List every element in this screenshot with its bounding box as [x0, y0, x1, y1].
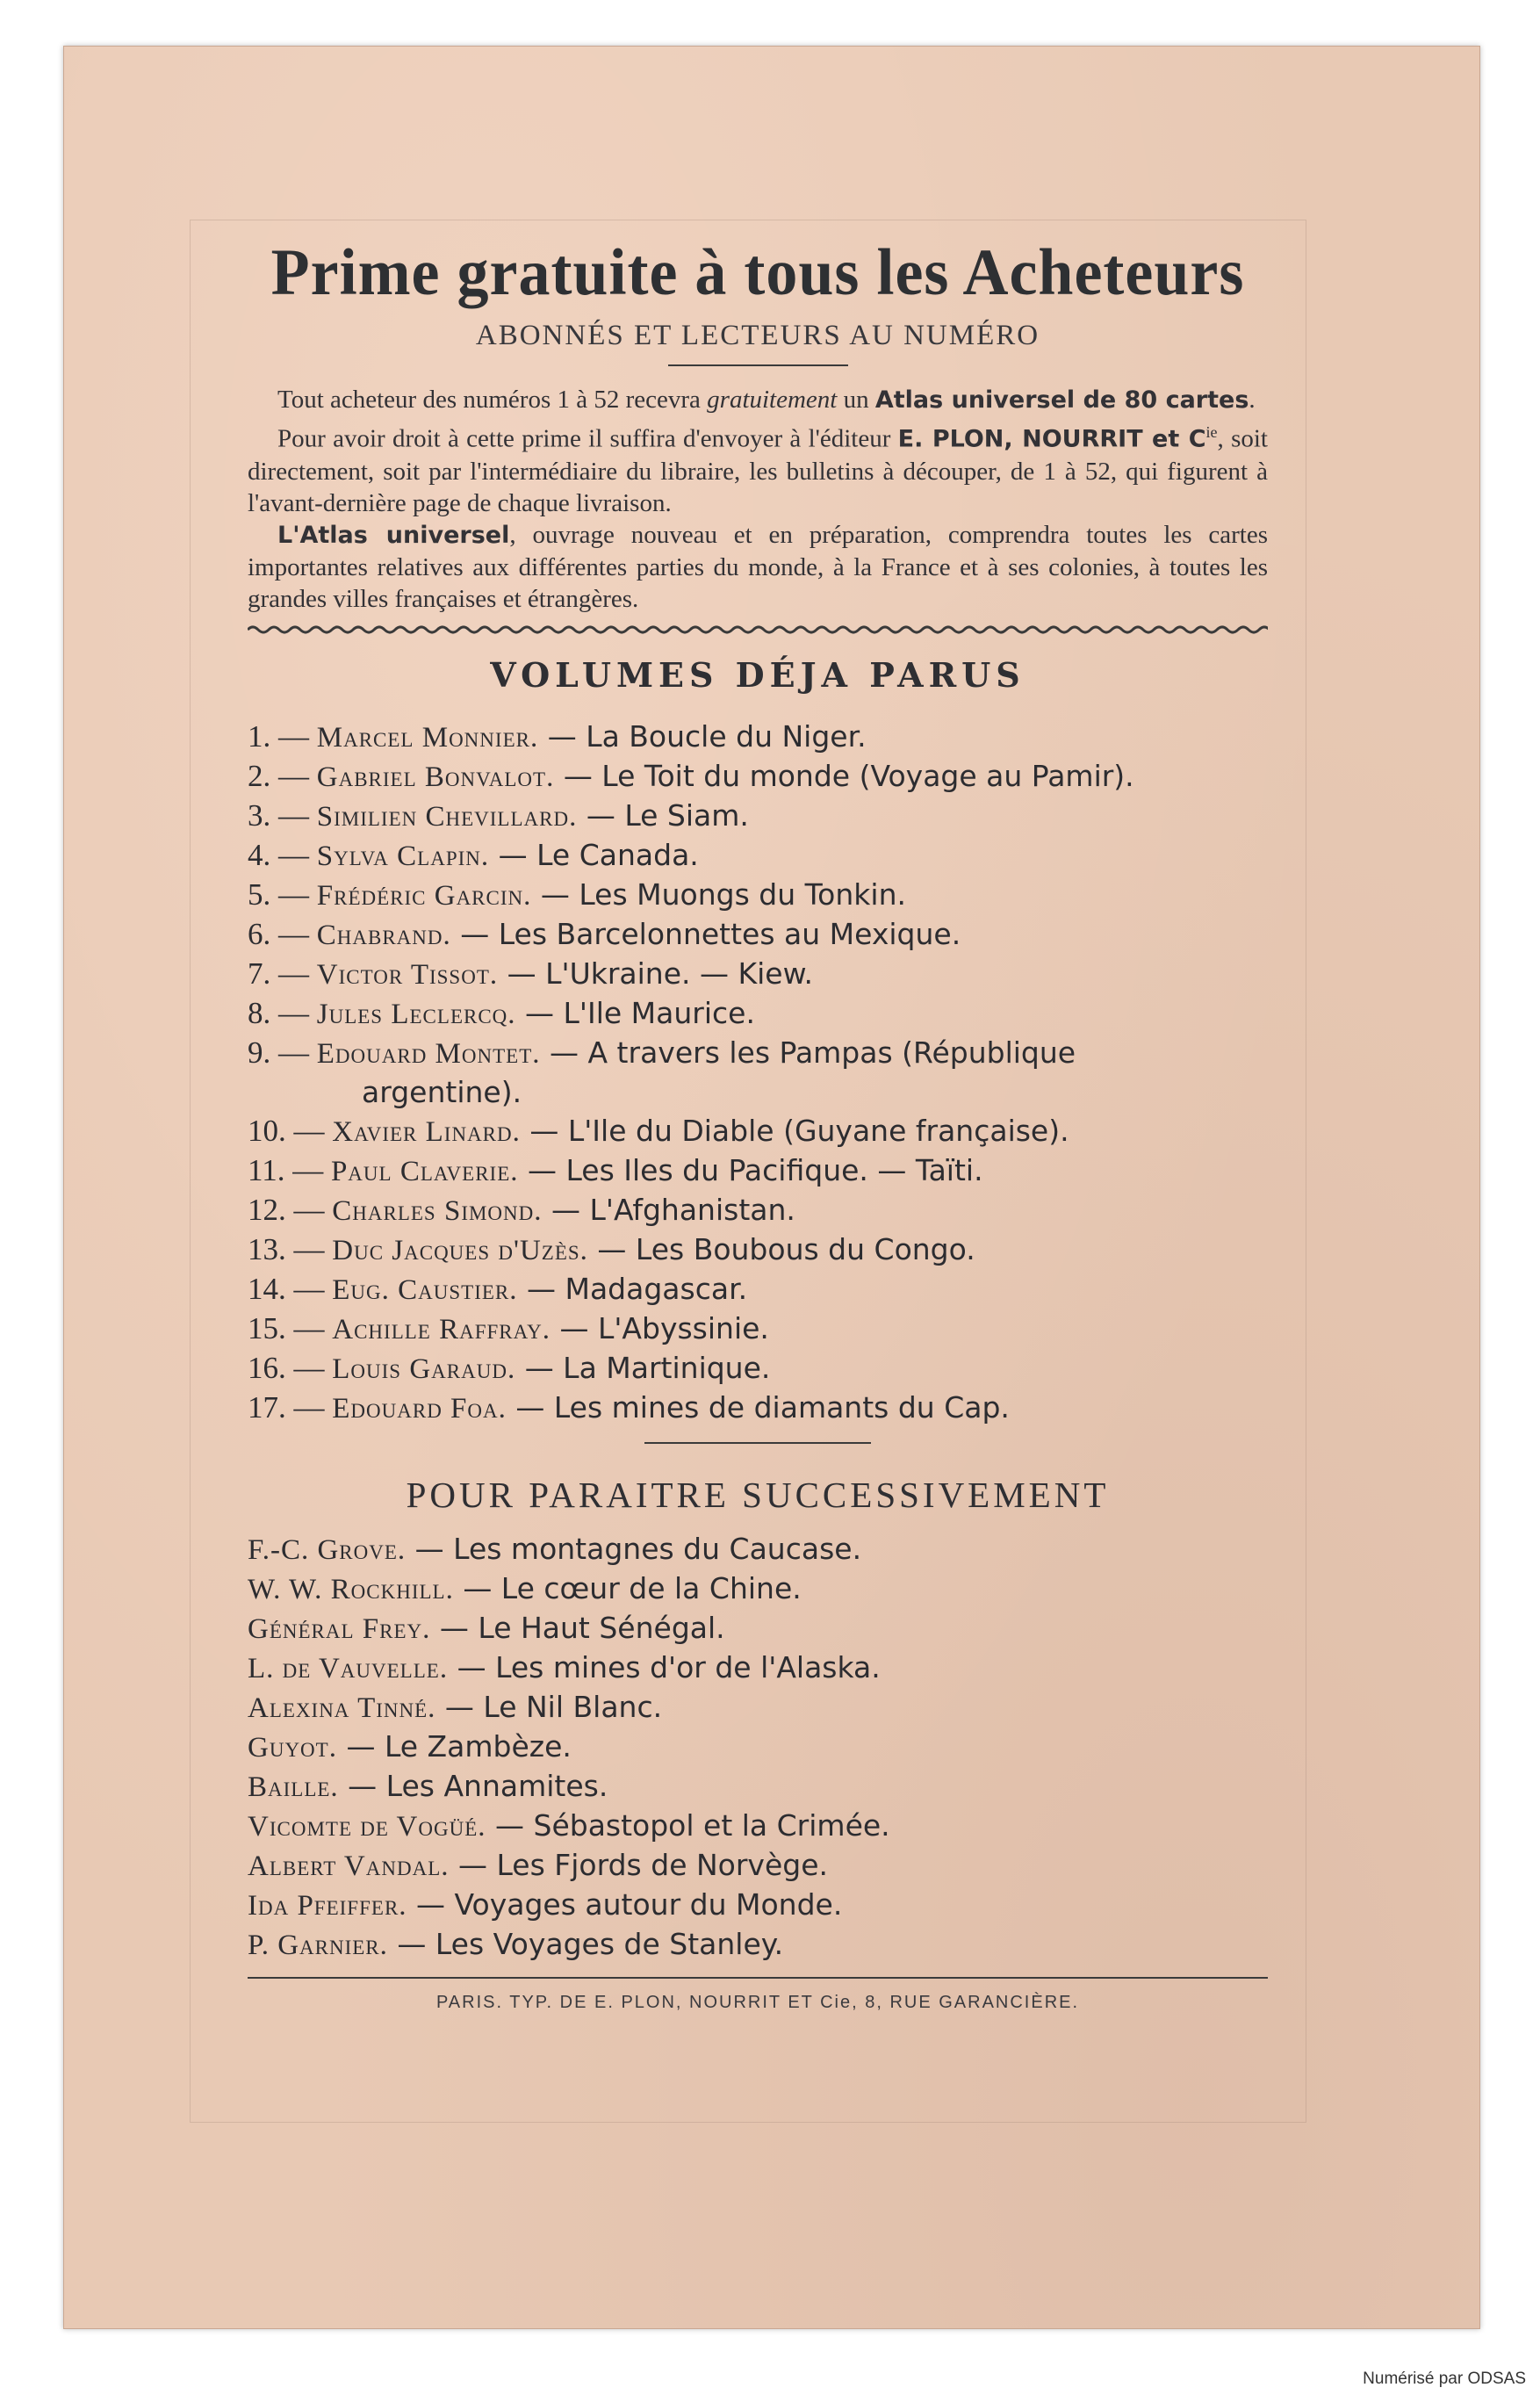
- item-author: Alexina Tinné.: [248, 1691, 436, 1724]
- upcoming-list-item: [248, 1609, 1268, 1648]
- published-list-item: [248, 1034, 1268, 1073]
- item-work: — Les mines d'or de l'Alaska.: [448, 1649, 881, 1684]
- page-title: Prime gratuite à tous les Acheteurs: [270, 235, 1245, 309]
- item-work: — L'Ile Maurice.: [515, 995, 755, 1030]
- item-author: Guyot.: [248, 1731, 337, 1764]
- title-divider: [668, 364, 848, 366]
- upcoming-list-item: [248, 1728, 1268, 1767]
- published-list-item: [248, 1191, 1268, 1230]
- item-work: — L'Ukraine. — Kiew.: [498, 956, 814, 991]
- item-work: — Les Muongs du Tonkin.: [531, 876, 906, 912]
- item-work: — Sébastopol et la Crimée.: [486, 1807, 890, 1843]
- item-number: 5. —: [248, 876, 317, 912]
- item-work: — Les Boubous du Congo.: [587, 1231, 975, 1266]
- published-list-item: [248, 1151, 1268, 1191]
- item-author: Charles Simond.: [332, 1194, 543, 1227]
- item-work: argentine).: [362, 1074, 522, 1109]
- published-list-item: [248, 994, 1268, 1034]
- item-number: 9. —: [248, 1035, 317, 1070]
- item-author: Gabriel Bonvalot.: [316, 761, 555, 793]
- footer-divider: [248, 1977, 1268, 1979]
- published-list-item-continuation: [248, 1073, 1268, 1112]
- item-author: Victor Tissot.: [316, 958, 499, 991]
- item-number: 12. —: [248, 1192, 333, 1227]
- intro-paragraph-2: Pour avoir droit à cette prime il suffira d'envoyer à l'éditeur E. PLON, NOURRIT et $C^{ie}$, soit directement, soit par l'intermédiaire du libraire, les bulletins à découper, de 1 à 52, qui figurent à l'avant-dernière page de chaque livraison.: [248, 423, 1268, 517]
- page-subtitle: ABONNÉS ET LECTEURS AU NUMÉRO: [475, 320, 1040, 351]
- upcoming-list: [248, 1530, 1268, 1965]
- item-work: — Les Voyages de Stanley.: [387, 1926, 784, 1961]
- item-author: Jules Leclercq.: [316, 998, 516, 1030]
- published-list-item: [248, 757, 1268, 797]
- item-author: Marcel Monnier.: [316, 721, 539, 754]
- item-work: — La Boucle du Niger.: [538, 718, 867, 754]
- item-number: 15. —: [248, 1310, 333, 1345]
- upcoming-list-item: [248, 1807, 1268, 1846]
- upcoming-list-item: [248, 1886, 1268, 1925]
- item-work: — La Martinique.: [515, 1350, 771, 1385]
- upcoming-list-item: [248, 1569, 1268, 1609]
- item-work: — Les Barcelonnettes au Mexique.: [450, 916, 961, 951]
- item-author: Edouard Foa.: [332, 1392, 507, 1425]
- item-author: P. Garnier.: [248, 1929, 388, 1961]
- item-number: 3. —: [248, 797, 317, 833]
- published-list-item: [248, 876, 1268, 915]
- section-divider: [644, 1442, 871, 1444]
- item-work: — L'Abyssinie.: [551, 1310, 769, 1345]
- item-author: Chabrand.: [316, 919, 451, 951]
- item-number: 8. —: [248, 995, 317, 1030]
- published-list-item: [248, 718, 1268, 757]
- item-number: 2. —: [248, 758, 317, 793]
- item-work: — Les mines de diamants du Cap.: [506, 1389, 1010, 1425]
- intro-paragraph-3: L'Atlas universel, ouvrage nouveau et en préparation, comprendra toutes les cartes importantes relatives aux différentes parties du monde, à la France et à ses colonies, à toutes les grandes villes françaises et étrangères.: [248, 520, 1268, 613]
- published-list-item: [248, 1112, 1268, 1151]
- item-number: 6. —: [248, 916, 317, 951]
- item-author: Vicomte de Vogüé.: [248, 1810, 486, 1843]
- item-number: 16. —: [248, 1350, 333, 1385]
- printer-imprint: PARIS. TYP. DE E. PLON, NOURRIT ET Cie, 8, RUE GARANCIÈRE.: [435, 1992, 1080, 2012]
- upcoming-list-item: [248, 1648, 1268, 1688]
- published-list-item: [248, 955, 1268, 994]
- item-author: Eug. Caustier.: [332, 1273, 518, 1306]
- item-work: — Le Nil Blanc.: [435, 1689, 663, 1724]
- item-author: Achille Raffray.: [332, 1313, 551, 1345]
- item-work: — Les Annamites.: [338, 1768, 608, 1803]
- item-author: Ida Pfeiffer.: [248, 1889, 407, 1922]
- published-section-title: VOLUMES DÉJA PARUS: [490, 654, 1025, 695]
- intro-text: [248, 384, 1268, 615]
- item-number: 13. —: [248, 1231, 333, 1266]
- item-number: 7. —: [248, 956, 317, 991]
- item-work: — L'Ile du Diable (Guyane française).: [520, 1113, 1069, 1148]
- item-author: F.-C. Grove.: [248, 1533, 407, 1566]
- item-author: Frédéric Garcin.: [316, 879, 532, 912]
- item-number: 14. —: [248, 1271, 333, 1306]
- upcoming-list-item: [248, 1846, 1268, 1886]
- item-number: 17. —: [248, 1389, 333, 1425]
- item-number: 10. —: [248, 1113, 333, 1148]
- upcoming-list-item: [248, 1925, 1268, 1965]
- item-author: Général Frey.: [248, 1612, 431, 1645]
- item-author: Albert Vandal.: [248, 1850, 450, 1882]
- published-list-item: [248, 1270, 1268, 1309]
- published-list-item: [248, 797, 1268, 836]
- item-work: — Le Canada.: [489, 837, 699, 872]
- item-author: Xavier Linard.: [332, 1115, 521, 1148]
- item-number: 11. —: [248, 1152, 331, 1187]
- item-author: Louis Garaud.: [332, 1352, 516, 1385]
- wavy-divider: [248, 624, 1268, 636]
- intro-paragraph-1: Tout acheteur des numéros 1 à 52 recevra gratuitement un Atlas universel de 80 cartes.: [277, 386, 1256, 414]
- published-list-item: [248, 1230, 1268, 1270]
- upcoming-list-item: [248, 1530, 1268, 1569]
- published-list-item: [248, 915, 1268, 955]
- item-work: — Le cœur de la Chine.: [453, 1570, 802, 1605]
- published-list-item: [248, 1309, 1268, 1349]
- item-work: — L'Afghanistan.: [542, 1192, 795, 1227]
- item-work: — A travers les Pampas (République: [540, 1035, 1076, 1070]
- published-list-item: [248, 836, 1268, 876]
- item-number: 4. —: [248, 837, 317, 872]
- item-work: — Le Siam.: [577, 797, 749, 833]
- item-author: Duc Jacques d'Uzès.: [332, 1234, 588, 1266]
- item-author: Edouard Montet.: [316, 1037, 541, 1070]
- item-author: L. de Vauvelle.: [248, 1652, 449, 1684]
- item-number: 1. —: [248, 718, 317, 754]
- item-author: Baille.: [248, 1771, 339, 1803]
- published-list-item: [248, 1349, 1268, 1389]
- item-work: — Les Iles du Pacifique. — Taïti.: [518, 1152, 983, 1187]
- item-work: — Voyages autour du Monde.: [407, 1886, 843, 1922]
- item-author: Paul Claverie.: [330, 1155, 519, 1187]
- published-list: [248, 718, 1268, 1428]
- upcoming-list-item: [248, 1767, 1268, 1807]
- upcoming-list-item: [248, 1688, 1268, 1728]
- scan-credit: Numérisé par ODSAS: [1363, 2370, 1526, 2388]
- item-work: — Madagascar.: [517, 1271, 748, 1306]
- item-author: Sylva Clapin.: [316, 840, 490, 872]
- item-work: — Les montagnes du Caucase.: [406, 1531, 862, 1566]
- published-list-item: [248, 1389, 1268, 1428]
- item-author: Similien Chevillard.: [316, 800, 578, 833]
- page-content: [248, 237, 1268, 2013]
- item-author: W. W. Rockhill.: [248, 1573, 454, 1605]
- item-work: — Le Zambèze.: [336, 1728, 572, 1764]
- item-work: — Les Fjords de Norvège.: [449, 1847, 828, 1882]
- item-work: — Le Toit du monde (Voyage au Pamir).: [554, 758, 1134, 793]
- upcoming-section-title: POUR PARAITRE SUCCESSIVEMENT: [406, 1474, 1110, 1515]
- item-work: — Le Haut Sénégal.: [430, 1610, 725, 1645]
